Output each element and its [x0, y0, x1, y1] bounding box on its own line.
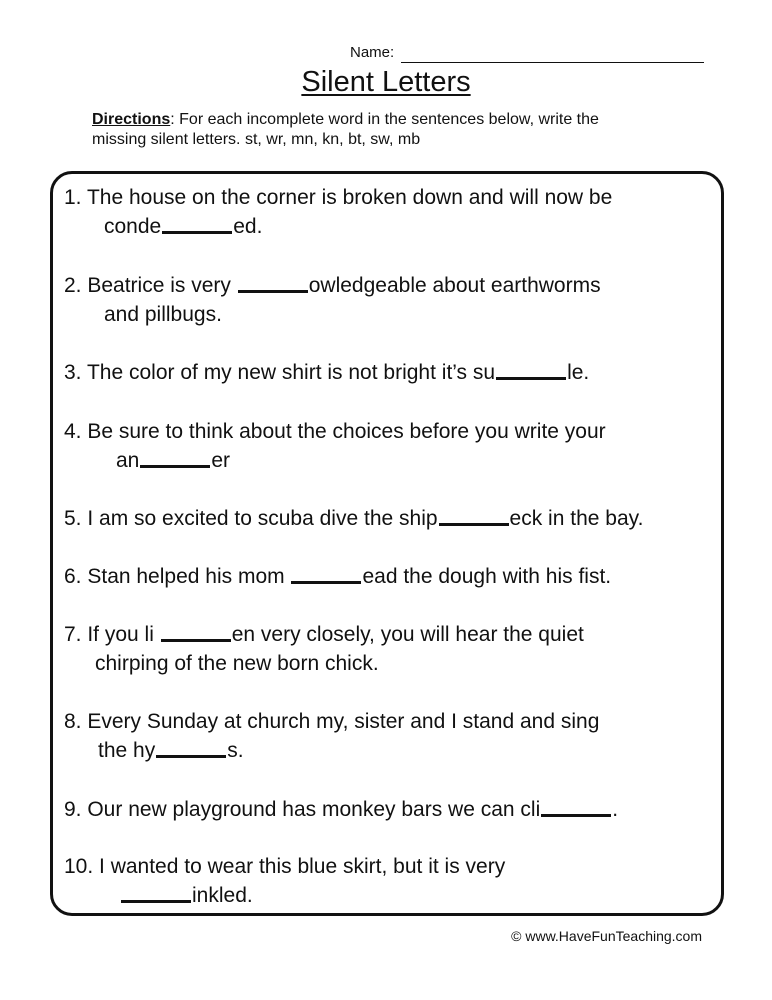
answer-blank-8[interactable] — [156, 755, 226, 758]
question-8-text-b: the hy — [98, 739, 156, 762]
answer-blank-3[interactable] — [496, 377, 566, 380]
question-1-text: 1. The house on the corner is broken down and will now be — [64, 186, 613, 209]
directions — [92, 110, 712, 150]
question-10-text-c: inkled. — [192, 884, 253, 907]
question-1 — [64, 183, 612, 241]
question-2 — [64, 271, 601, 329]
question-9 — [64, 795, 618, 824]
answer-blank-10[interactable] — [121, 900, 191, 903]
question-9-text: 9. Our new playground has monkey bars we can cli — [64, 798, 541, 821]
directions-text: : For each incomplete word in the sentences below, write the — [170, 111, 599, 128]
question-2-text-c: and pillbugs. — [104, 303, 222, 326]
question-5-text-b: eck in the bay. — [509, 507, 644, 530]
question-4-text-c: er — [211, 449, 231, 472]
question-6-text: 6. Stan helped his mom — [64, 565, 291, 588]
directions-label: Directions — [92, 111, 171, 128]
question-7-text-c: chirping of the new born chick. — [95, 652, 379, 675]
name-label: Name: — [350, 44, 395, 61]
question-3 — [64, 358, 589, 387]
question-4 — [64, 417, 606, 475]
question-9-text-b: . — [612, 798, 619, 821]
question-7 — [64, 620, 584, 678]
question-6-text-b: ead the dough with his fist. — [362, 565, 612, 588]
directions-text-line2: missing silent letters. st, wr, mn, kn, bt, sw, mb — [92, 131, 421, 148]
worksheet-title — [0, 66, 772, 99]
answer-blank-9[interactable] — [541, 814, 611, 817]
question-1-text-b: conde — [104, 215, 162, 238]
question-1-text-c: ed. — [233, 215, 263, 238]
question-8-text-c: s. — [227, 739, 244, 762]
question-4-text: 4. Be sure to think about the choices before you write your — [64, 420, 606, 443]
question-3-text-b: le. — [567, 361, 590, 384]
question-5 — [64, 504, 643, 533]
copyright-footer: © www.HaveFunTeaching.com — [511, 928, 702, 944]
question-8-text: 8. Every Sunday at church my, sister and I stand and sing — [64, 710, 600, 733]
name-write-line[interactable] — [401, 62, 704, 63]
question-2-text-b: owledgeable about earthworms — [308, 274, 601, 297]
question-5-text: 5. I am so excited to scuba dive the ship — [64, 507, 438, 530]
answer-blank-6[interactable] — [291, 581, 361, 584]
question-10 — [64, 852, 505, 910]
question-6 — [64, 562, 611, 591]
question-7-text-b: en very closely, you will hear the quiet — [231, 623, 584, 646]
answer-blank-2[interactable] — [238, 290, 308, 293]
answer-blank-4[interactable] — [140, 465, 210, 468]
question-4-text-b: an — [116, 449, 140, 472]
question-10-text: 10. I wanted to wear this blue skirt, but it is very — [64, 855, 506, 878]
worksheet-title-text: Silent Letters — [301, 66, 471, 98]
answer-blank-1[interactable] — [162, 231, 232, 234]
question-2-text: 2. Beatrice is very — [64, 274, 237, 297]
question-3-text: 3. The color of my new shirt is not bright it’s su — [64, 361, 496, 384]
answer-blank-5[interactable] — [439, 523, 509, 526]
answer-blank-7[interactable] — [161, 639, 231, 642]
question-8 — [64, 707, 599, 765]
question-7-text: 7. If you li — [64, 623, 160, 646]
